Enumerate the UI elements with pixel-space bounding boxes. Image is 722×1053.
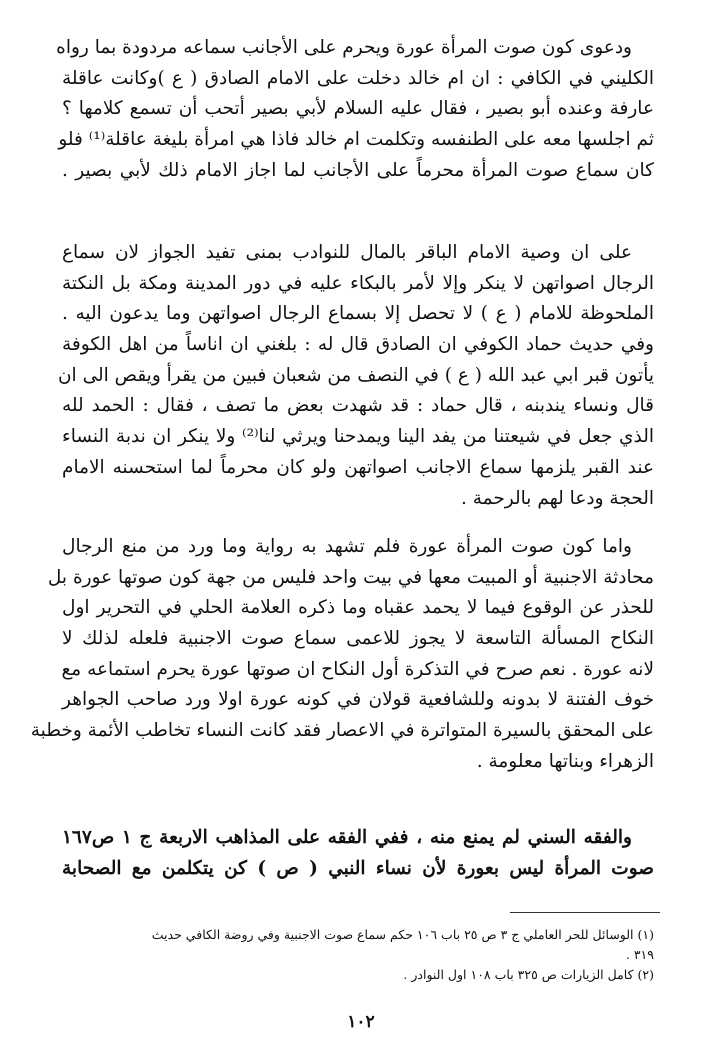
text-line: صوت المرأة ليس بعورة لأن نساء النبي ( ص ) كن يتكلمن مع الصحابة	[62, 857, 654, 879]
text-line: يأتون قبر ابي عبد الله ( ع ) في النصف من شعبان فبين من يقرأ ويقص الى ان	[57, 364, 654, 386]
text-line: والفقه السني لم يمنع منه ، ففي الفقه على المذاهب الاربعة ج ١ ص١٦٧	[62, 827, 632, 848]
paragraph-3	[30, 532, 654, 778]
paragraph-4	[62, 823, 654, 884]
text-line: الذي جعل في شيعتنا من يفد الينا ويمدحنا ويرثي لنا⁽²⁾ ولا ينكر ان ندبة النساء	[62, 426, 654, 448]
text-line: الرجال اصواتهن لا ينكر وإلا لأمر بالبكاء عليه في دور المدينة ومكة بل النكتة	[62, 272, 654, 294]
text-line: الملحوظة للامام ( ع ) لا تحصل إلا بسماع الرجال اصواتهن وما يدعون اليه .	[62, 303, 654, 325]
text-line: كان سماع صوت المرأة محرماً على الأجانب لما اجاز الامام ذلك لأبي بصير .	[62, 159, 654, 181]
text-line: محادثة الاجنبية أو المبيت معها في بيت واحد فليس من جهة كون صوتها عورة بل	[47, 566, 654, 588]
footnote-divider	[510, 912, 660, 913]
text-line: الحجة ودعا لهم بالرحمة .	[461, 487, 654, 509]
text-line: عارفة وعنده أبو بصير ، فقال عليه السلام لأبي بصير أتحب أن تسمع كلامها ؟	[62, 98, 654, 120]
page-number: ١٠٢	[347, 1012, 375, 1032]
text-line: قال ونساء يندبنه ، قال حماد : قد شهدت بعض ما تصف ، فقال : الحمد لله	[62, 395, 654, 417]
text-line: واما كون صوت المرأة عورة فلم تشهد به رواية وما ورد من منع الرجال	[62, 536, 632, 557]
footnote-line: (٢) كامل الزيارات ص ٣٢٥ باب ١٠٨ اول النوادر .	[403, 967, 654, 982]
text-line: على المحقق بالسيرة المتواترة في الاعصار فقد كانت النساء تخاطب الأئمة وخطبة	[30, 720, 654, 742]
text-line: خوف الفتنة لا بدونه وللشافعية قولان في كونه عورة اولا ورد صاحب الجواهر	[62, 689, 654, 711]
text-line: ثم اجلسها معه على الطنفسه وتكلمت ام خالد فاذا هي امرأة بليغة عاقلة⁽¹⁾ فلو	[58, 129, 654, 151]
paragraph-2	[57, 238, 654, 514]
text-line: ودعوى كون صوت المرأة عورة ويحرم على الأجانب سماعه مردودة بما رواه	[56, 37, 632, 58]
text-line: الكليني في الكافي : ان ام خالد دخلت على الامام الصادق ( ع )وكانت عاقلة	[62, 67, 654, 89]
footnotes	[62, 925, 654, 985]
footnote-line: (١) الوسائل للحر العاملي ج ٣ ص ٢٥ باب ١٠٦ حكم سماع صوت الاجنبية وفي روضة الكافي حديث	[151, 927, 654, 942]
text-line: لانه عورة . نعم صرح في التذكرة أول النكاح ان صوتها عورة يحرم استماعه مع	[61, 658, 654, 680]
text-line: وفي حديث حماد الكوفي ان الصادق قال له : بلغني ان اناساً من اهل الكوفة	[62, 334, 654, 356]
text-line: الزهراء وبناتها معلومة .	[476, 750, 654, 772]
footnote-line: ٣١٩ .	[625, 947, 654, 962]
text-line: على ان وصية الامام الباقر بالمال للنوادب بمنى تفيد الجواز لان سماع	[62, 242, 632, 263]
text-line: للحذر عن الوقوع فيما لا يحمد عقباه وما ذكره العلامة الحلي في التحرير اول	[62, 597, 654, 619]
text-line: عند القبر يلزمها سماع الاجانب اصواتهن ولو كان محرماً لما استحسنه الامام	[62, 456, 654, 478]
paragraph-1	[56, 33, 654, 186]
text-line: النكاح المسألة التاسعة لا يجوز للاعمى سماع صوت الاجنبية فلعله لذلك لا	[62, 628, 654, 650]
